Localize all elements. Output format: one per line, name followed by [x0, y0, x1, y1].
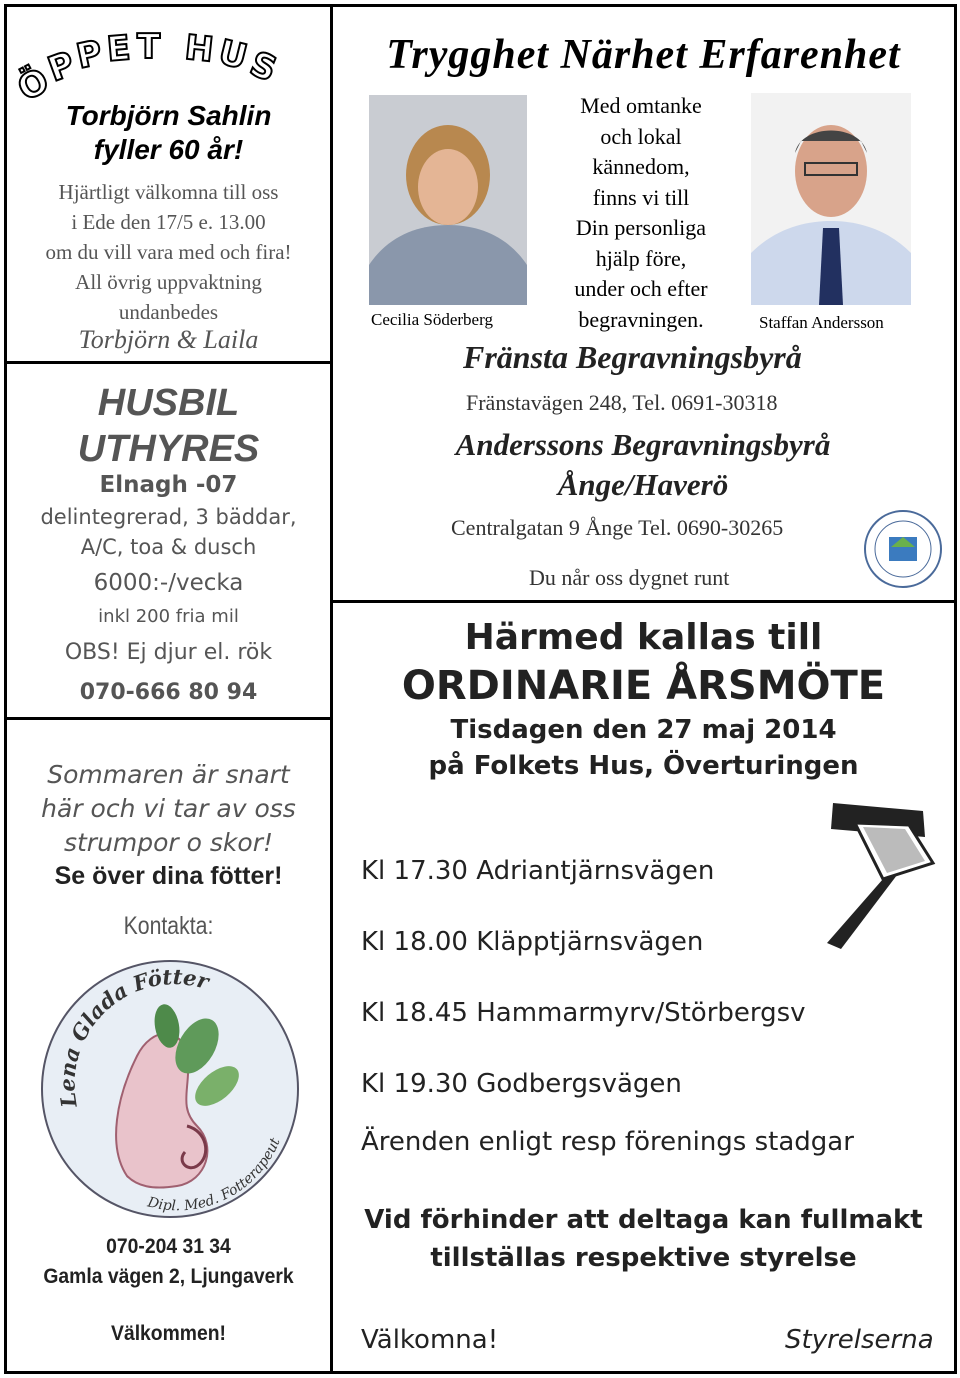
husbil-box: [4, 361, 333, 720]
meeting-date: Tisdagen den 27 maj 2014: [450, 715, 837, 745]
funeral-middle-line: kännedom,: [592, 154, 690, 179]
meeting-box: [330, 600, 957, 1374]
open-house-line: All övrig uppvaktning: [75, 270, 262, 294]
footcare-phone: 070-204 31 34: [106, 1235, 231, 1258]
meeting-agenda: Ärenden enligt resp förenings stadgar: [361, 1127, 854, 1157]
husbil-title-1: HUSBIL: [97, 382, 240, 424]
open-house-line: i Ede den 17/5 e. 13.00: [71, 210, 266, 234]
funeral-middle-line: och lokal: [600, 123, 682, 149]
funeral-middle-line: finns vi till: [592, 184, 690, 210]
footcare-line-2: här och vi tar av oss: [41, 794, 296, 823]
meeting-times: [361, 836, 806, 1120]
open-house-line: Hjärtligt välkomna till oss: [58, 180, 279, 204]
person-photo-left: [369, 95, 527, 305]
open-house-banner: Ö P P E T H U S: [11, 27, 283, 110]
footcare-contact-label: Kontakta:: [123, 912, 214, 940]
footcare-logo-bottom-text: Dipl. Med. Fotterapeut: [146, 1135, 284, 1215]
person-photo-right: [751, 93, 911, 305]
funeral-middle-line: Din personliga: [575, 215, 707, 240]
meeting-time-item: Kl 17.30 Adriantjärnsvägen: [361, 856, 715, 886]
open-house-body: [7, 177, 330, 327]
always-open: Du når oss dygnet runt: [529, 565, 730, 590]
meeting-welcome: Välkomna!: [361, 1325, 499, 1355]
open-house-box: [4, 4, 333, 364]
funeral-middle-line: begravningen.: [578, 306, 704, 332]
footcare-line-3: strumpor o skor!: [63, 828, 274, 857]
open-house-signature: Torbjörn & Laila: [78, 325, 259, 354]
gavel-icon: [813, 783, 953, 953]
person-name-left: Cecilia Söderberg: [371, 310, 493, 329]
husbil-desc-1: delintegrerad, 3 bäddar,: [40, 505, 297, 529]
footcare-bold-line: Se över dina fötter!: [54, 862, 283, 890]
funeral-headline: Trygghet Närhet Erfarenhet: [386, 32, 901, 78]
funeral-middle-line: hjälp före,: [595, 245, 687, 271]
husbil-model: Elnagh -07: [99, 472, 238, 498]
meeting-line-2: ORDINARIE ÅRSMÖTE: [401, 663, 886, 709]
office2-address: Centralgatan 9 Ånge Tel. 0690-30265: [451, 515, 784, 540]
office1-address: Fränstavägen 248, Tel. 0691-30318: [466, 390, 778, 415]
meeting-proxy-2: tillställas respektive styrelse: [430, 1243, 857, 1273]
funeral-middle-line: Med omtanke: [580, 93, 702, 118]
meeting-place: på Folkets Hus, Överturingen: [428, 751, 859, 781]
meeting-signature: Styrelserna: [785, 1325, 934, 1355]
office1-name: Fränsta Begravningsbyrå: [463, 339, 802, 375]
footcare-box: [4, 717, 333, 1374]
husbil-desc-2: A/C, toa & dusch: [80, 535, 257, 559]
funeral-middle-line: under och efter: [574, 276, 708, 301]
meeting-line-1: Härmed kallas till: [464, 617, 823, 658]
person-name-right: Staffan Andersson: [759, 313, 884, 332]
husbil-note: OBS! Ej djur el. rök: [64, 640, 273, 665]
office2-name-1: Anderssons Begravningsbyrå: [455, 427, 831, 462]
husbil-title-2: UTHYRES: [77, 428, 260, 470]
meeting-time-item: Kl 18.00 Kläpptjärnsvägen: [361, 927, 704, 957]
open-house-heading-1: Torbjörn Sahlin: [65, 100, 272, 131]
husbil-phone: 070-666 80 94: [79, 680, 258, 705]
open-house-line: undanbedes: [118, 300, 219, 324]
association-seal-icon: [863, 507, 943, 591]
husbil-price-note: inkl 200 fria mil: [98, 606, 239, 627]
footcare-welcome: Välkommen!: [111, 1322, 226, 1345]
footcare-logo-top-text: Lena Glada Fötter: [54, 964, 212, 1110]
office2-name-2: Ånge/Haverö: [557, 467, 729, 502]
funeral-middle-text: [539, 91, 743, 335]
footcare-logo: [37, 956, 303, 1222]
meeting-time-item: Kl 18.45 Hammarmyrv/Störbergsv: [361, 998, 806, 1028]
footcare-address: Gamla vägen 2, Ljungaverk: [43, 1265, 294, 1288]
open-house-heading-2: fyller 60 år!: [93, 134, 244, 165]
open-house-line: om du vill vara med och fira!: [45, 240, 292, 264]
husbil-price: 6000:-/vecka: [93, 570, 244, 596]
funeral-box: [330, 4, 957, 603]
meeting-time-item: Kl 19.30 Godbergsvägen: [361, 1069, 682, 1099]
meeting-proxy-1: Vid förhinder att deltaga kan fullmakt: [364, 1205, 923, 1235]
footcare-line-1: Sommaren är snart: [47, 760, 290, 789]
